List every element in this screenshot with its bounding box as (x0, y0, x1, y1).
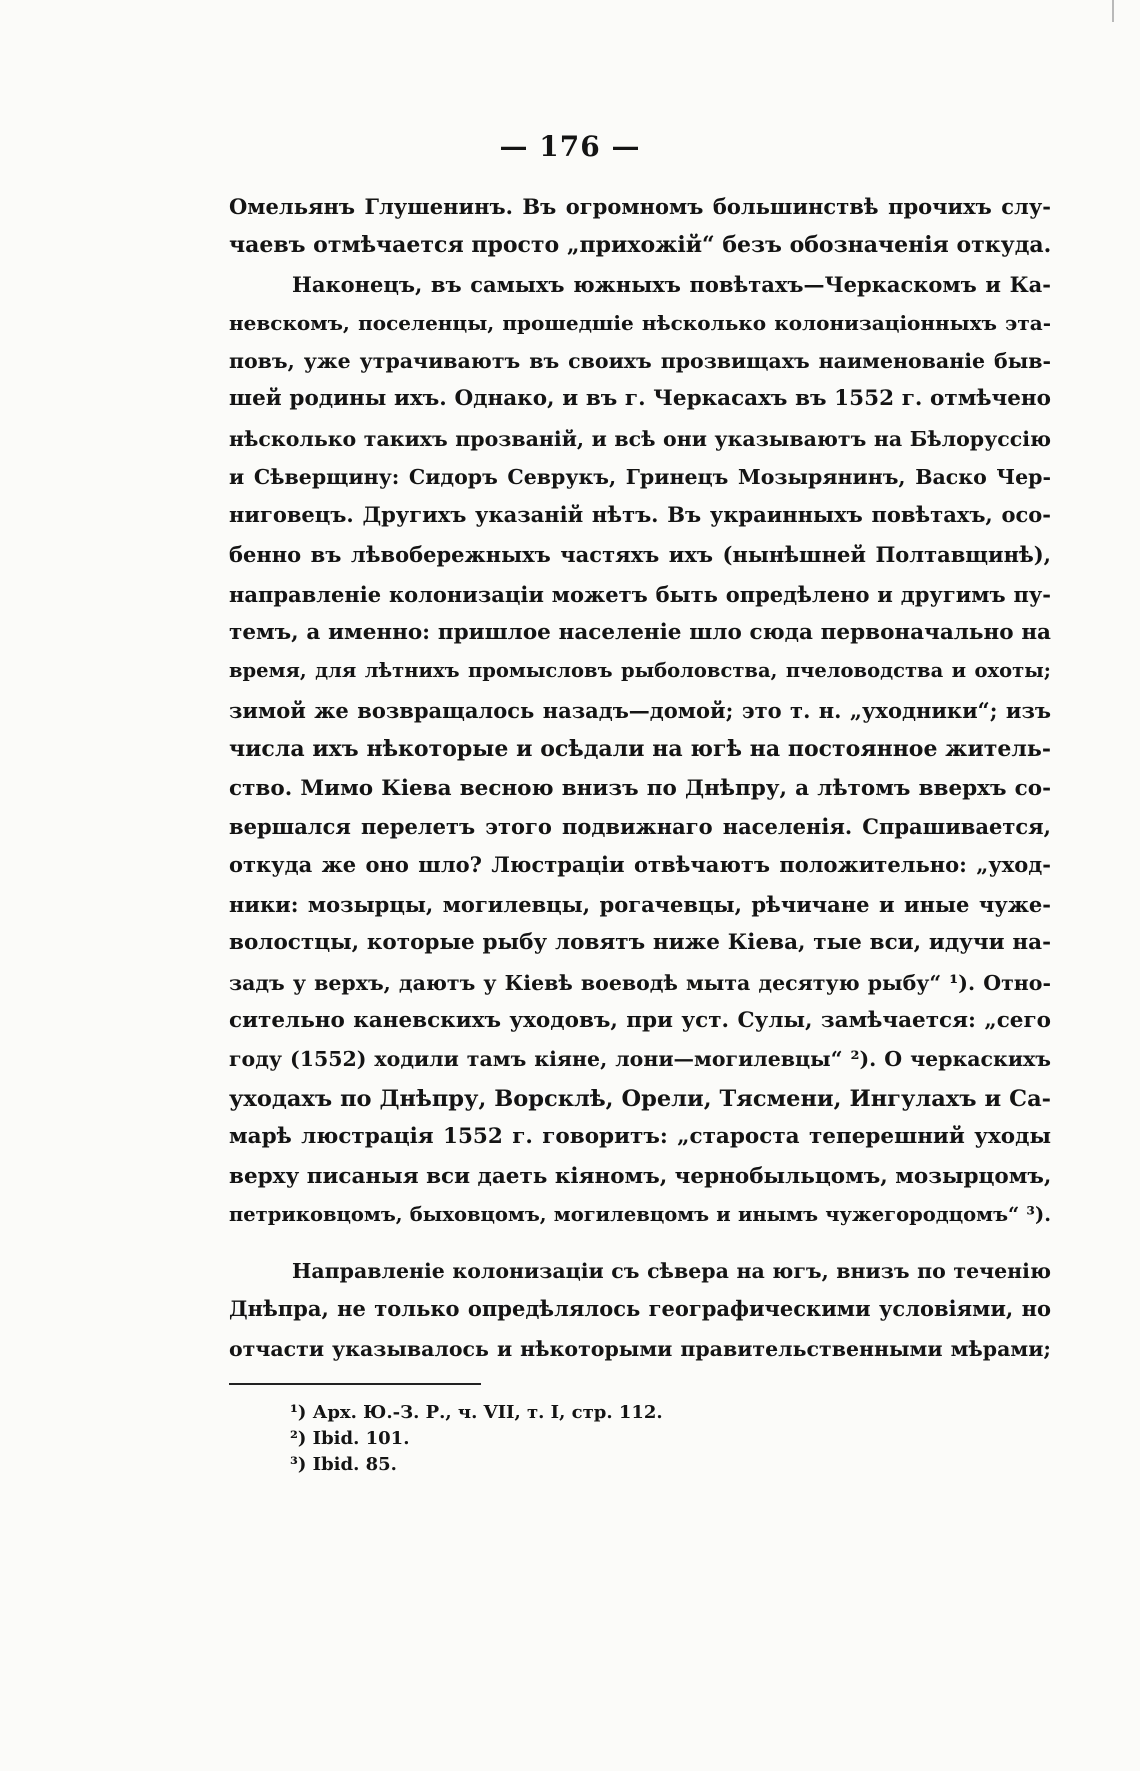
text-line: чаевъ отмѣчается просто „прихожій“ безъ обозначенія откуда. (229, 232, 1051, 258)
text-line: невскомъ, поселенцы, прошедшіе нѣсколько колонизаціонныхъ эта- (229, 311, 1051, 335)
text-line: задъ у верхъ, даютъ у Кіевѣ воеводѣ мыта десятую рыбу“ ¹). Отно- (229, 971, 1051, 995)
text-line: откуда же оно шло? Люстраціи отвѣчаютъ положительно: „уход- (229, 852, 1051, 877)
footnote: ¹) Арх. Ю.-З. Р., ч. VII, т. I, стр. 112. (290, 1402, 663, 1423)
text-line: время, для лѣтнихъ промысловъ рыболовства, пчеловодства и охоты; (229, 659, 1051, 682)
text-line: отчасти указывалось и нѣкоторыми правительственными мѣрами; (229, 1337, 1051, 1361)
page-number: — 176 — (499, 130, 641, 163)
text-line: сительно каневскихъ уходовъ, при уст. Сулы, замѣчается: „сего (229, 1008, 1051, 1033)
text-line: нѣсколько такихъ прозваній, и всѣ они указываютъ на Бѣлоруссію (229, 427, 1051, 451)
text-line: зимой же возвращалось назадъ—домой; это т. н. „уходники“; изъ (229, 698, 1051, 723)
text-line: направленіе колонизаціи можетъ быть опредѣлено и другимъ пу- (229, 582, 1051, 607)
text-line: Наконецъ, въ самыхъ южныхъ повѣтахъ—Черкаскомъ и Ка- (292, 272, 1051, 297)
text-line: и Сѣверщину: Сидоръ Севрукъ, Гринецъ Мозырянинъ, Васко Чер- (229, 465, 1051, 489)
text-line: верху писаныя вси даеть кіяномъ, чернобыльцомъ, мозырцомъ, (229, 1164, 1051, 1189)
text-line: шей родины ихъ. Однако, и въ г. Черкасахъ въ 1552 г. отмѣчено (229, 386, 1051, 411)
text-line: году (1552) ходили тамъ кіяне, лони—могилевцы“ ²). О черкаскихъ (229, 1047, 1051, 1071)
text-line: ниговецъ. Другихъ указаній нѣтъ. Въ украинныхъ повѣтахъ, осо- (229, 502, 1051, 527)
text-line: ники: мозырцы, могилевцы, рогачевцы, рѣчичане и иные чуже- (229, 892, 1051, 917)
text-line: числа ихъ нѣкоторые и осѣдали на югѣ на постоянное житель- (229, 736, 1051, 762)
text-line: марѣ люстрація 1552 г. говоритъ: „староста теперешний уходы (229, 1124, 1051, 1149)
scan-edge-mark (1112, 0, 1114, 22)
text-line: уходахъ по Днѣпру, Ворсклѣ, Орели, Тясмени, Ингулахъ и Са- (229, 1086, 1051, 1112)
text-line: петриковцомъ, быховцомъ, могилевцомъ и инымъ чужегородцомъ“ ³). (229, 1203, 1051, 1226)
footnote: ³) Ibid. 85. (290, 1454, 397, 1475)
footnote: ²) Ibid. 101. (290, 1428, 410, 1449)
text-line: темъ, а именно: пришлое населеніе шло сюда первоначально на (229, 620, 1051, 645)
text-line: ство. Мимо Кіева весною внизъ по Днѣпру, а лѣтомъ вверхъ со- (229, 776, 1051, 801)
footnote-separator (229, 1383, 481, 1385)
text-line: Днѣпра, не только опредѣлялось географическими условіями, но (229, 1296, 1051, 1321)
text-line: повъ, уже утрачиваютъ въ своихъ прозвищахъ наименованіе быв- (229, 349, 1051, 373)
text-line: Омельянъ Глушенинъ. Въ огромномъ большинствѣ прочихъ слу- (229, 194, 1051, 219)
text-line: вершался перелетъ этого подвижнаго населенія. Спрашивается, (229, 814, 1051, 839)
text-line: Направленіе колонизаціи съ сѣвера на югъ, внизъ по теченію (292, 1259, 1051, 1283)
text-line: бенно въ лѣвобережныхъ частяхъ ихъ (нынѣшней Полтавщинѣ), (229, 542, 1051, 567)
text-line: волостцы, которые рыбу ловятъ ниже Кіева, тые вси, идучи на- (229, 930, 1051, 955)
